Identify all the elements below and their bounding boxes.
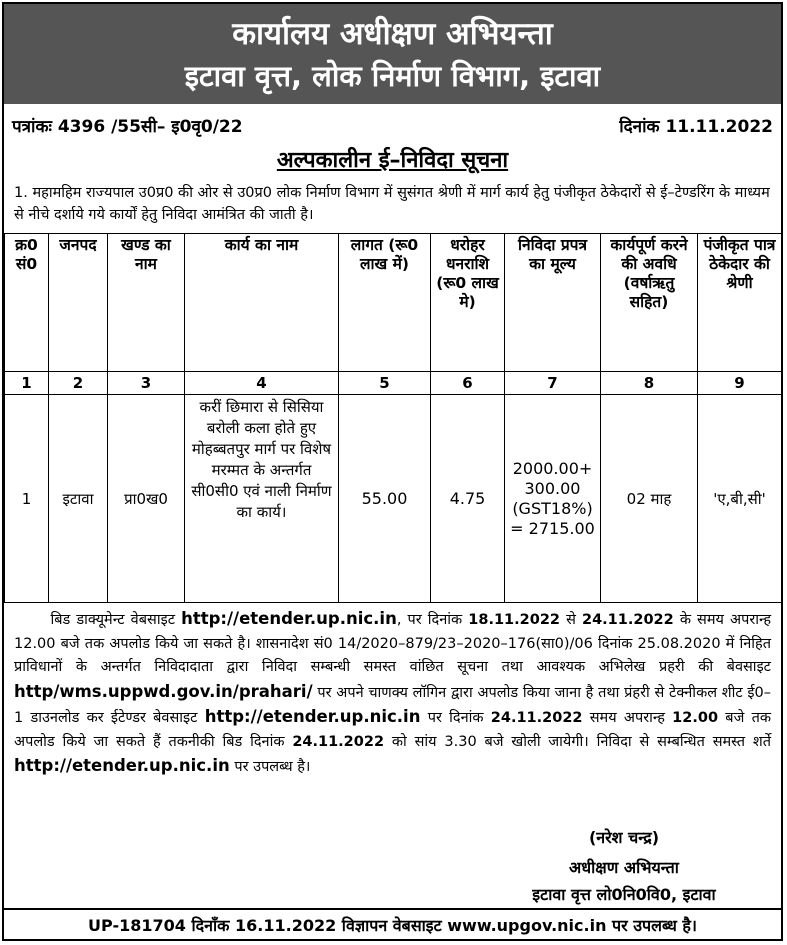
body-text: बिड डाक्यूमेन्ट वेबसाइट — [50, 612, 175, 628]
cell-work-name: करीं छिमारा से सिसिया बरोली कला होते हुए मोहब्बतपुर मार्ग पर विशेष मरम्मत के अन्तर्गत सी0सी0 एवं नाली निर्माण का कार्य। — [185, 395, 339, 603]
upload-date: 24.11.2022 — [490, 710, 583, 726]
footer-bar: UP-181704 दिनाँक 16.11.2022 विज्ञापन वेबसाइट www.upgov.nic.in पर उपलब्ध है। — [4, 908, 781, 941]
body-text: , पर दिनांक — [396, 612, 463, 628]
tender-fee-line: = 2715.00 — [510, 518, 595, 538]
cell-cost: 55.00 — [339, 395, 431, 603]
etender-link[interactable]: http://etender.up.nic.in — [181, 609, 397, 628]
body-text: के समय अपरान्ह 12.00 बजे तक अपलोड किये जा सकते है। शासनादेश सं0 14/2020–879/23–2020–176(सा0)/06 दिनांक 25.08.2020 में निहित प्राविधानों के अन्तर्गत निविदादाता द्वारा निविदा सम्बन्धी समस्त वांछित सूचना तथा आवश्यक अभिलेख प्रहरी की बेवसाइट — [14, 612, 772, 675]
body-text: से — [566, 612, 576, 628]
col-header-tender-fee: निविदा प्रपत्र का मूल्य — [505, 234, 601, 372]
col-number: 8 — [601, 372, 698, 395]
body-text: पर उपलब्ध है। — [234, 759, 311, 775]
end-date: 24.11.2022 — [582, 612, 674, 628]
signatory-designation: अधीक्षण अभियन्ता — [569, 858, 679, 877]
terms-paragraph — [14, 607, 771, 780]
col-header-sno: क्र0 सं0 — [5, 234, 49, 372]
col-number: 1 — [5, 372, 49, 395]
body-text: पर दिनांक — [427, 710, 484, 726]
col-header-cost: लागत (रू0 लाख में) — [339, 234, 431, 372]
cell-tender-fee — [505, 395, 601, 603]
cell-sno: 1 — [5, 395, 49, 603]
upload-time: 12.00 — [672, 710, 719, 726]
col-header-duration: कार्यपूर्ण करने की अवधि (वर्षाऋतु सहित) — [601, 234, 698, 372]
col-number: 2 — [49, 372, 108, 395]
col-header-district: जनपद — [49, 234, 108, 372]
office-subtitle: इटावा वृत्त, लोक निर्माण विभाग, इटावा — [184, 59, 601, 93]
col-header-category: पंजीकृत पात्र ठेकेदार की श्रेणी — [698, 234, 782, 372]
signatory-office: इटावा वृत्त लो0नि0वि0, इटावा — [532, 885, 716, 904]
cell-division: प्रा0ख0 — [108, 395, 185, 603]
body-text: समय अपरान्ह — [589, 710, 665, 726]
tender-fee-line: 300.00 — [524, 478, 581, 498]
etender-link[interactable]: http://etender.up.nic.in — [204, 707, 421, 726]
col-number: 7 — [505, 372, 601, 395]
col-number: 5 — [339, 372, 431, 395]
body-text: पर अपने चाणक्य लॉगिन द्वारा अपलोड किया जाना है तथा प्रंहरी से टेक्नीकल शीट ई0–1 डाउनलोड कर ईटेण्डर बेवसाइट — [14, 684, 772, 726]
tender-fee-line: (GST18%) — [512, 498, 593, 518]
office-title: कार्यालय अधीक्षण अभियन्ता — [232, 16, 553, 52]
table-number-row — [5, 372, 782, 395]
table-row — [5, 395, 782, 603]
bid-open-date: 24.11.2022 — [292, 733, 385, 750]
cell-emd: 4.75 — [431, 395, 505, 603]
body-text: बजे तक अपलोड किये जा सकते हैं तकनीकी बिड दिनांक — [14, 710, 771, 750]
intro-paragraph: 1. महामहिम राज्यपाल उ0प्र0 की ओर से उ0प्र0 लोक निर्माण विभाग में सुसंगत श्रेणी में मार्ग कार्य हेतु पंजीकृत ठेकेदारों से ई–टेण्डरिंग के माध्यम से नीचे दर्शाये गये कार्यों हेतु निविदा आमंत्रित की जाती है। — [14, 185, 770, 223]
col-number: 4 — [185, 372, 339, 395]
col-header-division: खण्ड का नाम — [108, 234, 185, 372]
col-header-emd: धरोहर धनराशि (रू0 लाख मे) — [431, 234, 505, 372]
etender-link[interactable]: http://etender.up.nic.in — [14, 756, 230, 775]
reference-row — [12, 114, 773, 140]
col-number: 6 — [431, 372, 505, 395]
col-number: 3 — [108, 372, 185, 395]
signatory-name: (नरेश चन्द्र) — [588, 828, 660, 847]
tender-fee-line: 2000.00+ — [512, 458, 593, 478]
col-header-work-name: कार्य का नाम — [185, 234, 339, 372]
table-header-row — [5, 234, 782, 372]
body-text: को सांय 3.30 बजे खोली जायेगी। निविदा से सम्बन्धित समस्त शर्ते — [391, 733, 772, 750]
cell-district: इटावा — [49, 395, 108, 603]
notice-frame — [2, 2, 783, 941]
tender-table — [4, 233, 782, 603]
letter-date: दिनांक 11.11.2022 — [619, 117, 773, 137]
notice-title: अल्पकालीन ई–निविदा सूचना — [276, 148, 509, 173]
cell-category: 'ए,बी,सी' — [698, 395, 782, 603]
cell-duration: 02 माह — [601, 395, 698, 603]
prahari-link[interactable]: http/wms.uppwd.gov.in/prahari/ — [14, 681, 313, 701]
letter-number: पत्रांकः 4396 /55सी– इ0वृ0/22 — [12, 117, 243, 137]
header-banner — [4, 4, 781, 104]
start-date: 18.11.2022 — [468, 612, 560, 628]
col-number: 9 — [698, 372, 782, 395]
